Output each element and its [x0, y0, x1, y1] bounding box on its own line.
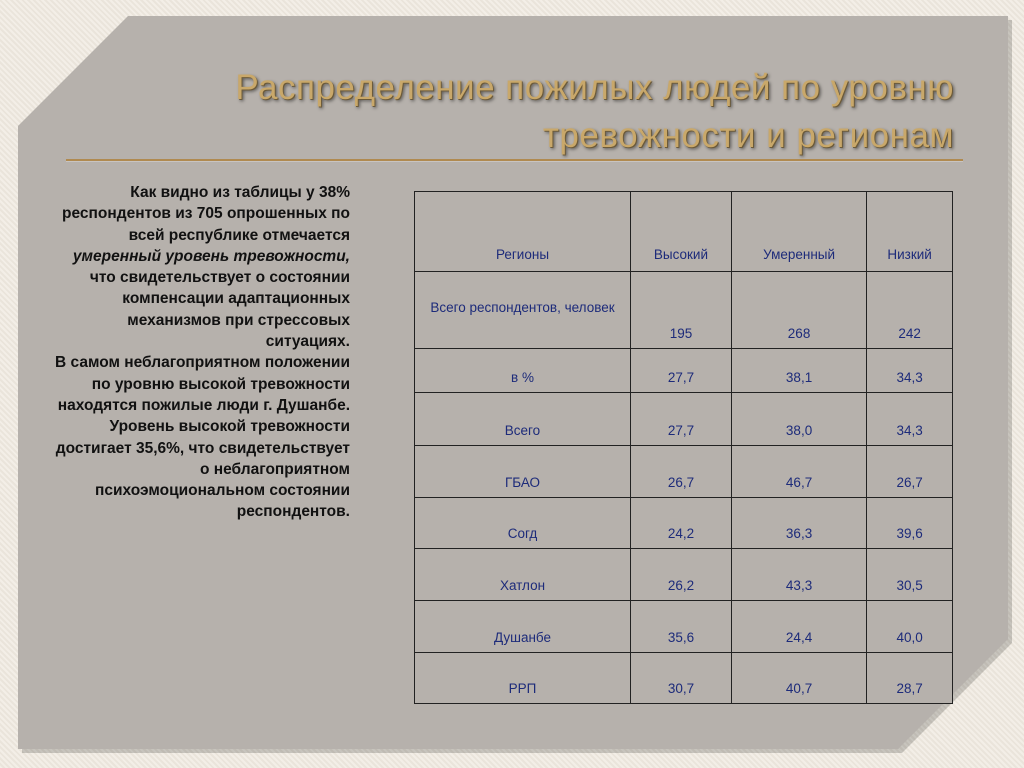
cell-moderate: 46,7	[731, 446, 866, 498]
cell-moderate: 43,3	[731, 549, 866, 601]
cell-high: 30,7	[631, 653, 732, 704]
cell-low: 28,7	[867, 653, 953, 704]
cell-low: 26,7	[867, 446, 953, 498]
header-high: Высокий	[631, 192, 732, 272]
cell-moderate: 24,4	[731, 601, 866, 653]
table-row	[415, 446, 953, 498]
row-label: Душанбе	[415, 601, 631, 653]
cell-moderate: 38,0	[731, 393, 866, 446]
cell-high: 27,7	[631, 393, 732, 446]
table-row	[415, 653, 953, 704]
cell-high: 35,6	[631, 601, 732, 653]
row-label: Всего	[415, 393, 631, 446]
row-label: РРП	[415, 653, 631, 704]
body-text	[55, 182, 350, 523]
cell-high: 26,7	[631, 446, 732, 498]
body-paragraph-1-emphasis: умеренный уровень тревожности,	[72, 247, 350, 265]
cell-moderate: 38,1	[731, 349, 866, 393]
cell-high: 27,7	[631, 349, 732, 393]
cell-high: 26,2	[631, 549, 732, 601]
table-row	[415, 549, 953, 601]
slide-title	[74, 64, 954, 160]
title-line-2: тревожности и регионам	[542, 116, 954, 155]
header-low: Низкий	[867, 192, 953, 272]
table-row	[415, 272, 953, 349]
cell-moderate: 40,7	[731, 653, 866, 704]
cell-moderate: 268	[731, 272, 866, 349]
row-label: Хатлон	[415, 549, 631, 601]
body-paragraph-1-end: что свидетельствует о состоянии компенсации адаптационных механизмов при стрессовых ситуациях.	[89, 269, 350, 351]
cell-low: 40,0	[867, 601, 953, 653]
table-row	[415, 393, 953, 446]
cell-high: 195	[631, 272, 732, 349]
header-moderate: Умеренный	[731, 192, 866, 272]
cell-low: 242	[867, 272, 953, 349]
body-paragraph-1-start: Как видно из таблицы у 38% респондентов из 705 опрошенных по всей республике отмечается	[62, 184, 350, 244]
cell-low: 34,3	[867, 349, 953, 393]
title-line-1: Распределение пожилых людей по уровню	[235, 68, 954, 107]
table-row	[415, 601, 953, 653]
body-paragraph-2: В самом неблагоприятном положении по уровню высокой тревожности находятся пожилые люди г. Душанбе. Уровень высокой тревожности достигает 35,6%, что свидетельствует о неблагоприятном психоэмоциональном состоянии респондентов.	[55, 354, 350, 521]
table-row	[415, 498, 953, 549]
row-label: Всего респондентов, человек	[415, 272, 631, 349]
row-label: в %	[415, 349, 631, 393]
cell-low: 39,6	[867, 498, 953, 549]
header-regions: Регионы	[415, 192, 631, 272]
anxiety-distribution-table	[414, 191, 953, 704]
cell-moderate: 36,3	[731, 498, 866, 549]
row-label: ГБАО	[415, 446, 631, 498]
cell-low: 30,5	[867, 549, 953, 601]
table-header-row	[415, 192, 953, 272]
cell-high: 24,2	[631, 498, 732, 549]
cell-low: 34,3	[867, 393, 953, 446]
title-divider	[66, 159, 963, 161]
row-label: Согд	[415, 498, 631, 549]
table-row	[415, 349, 953, 393]
